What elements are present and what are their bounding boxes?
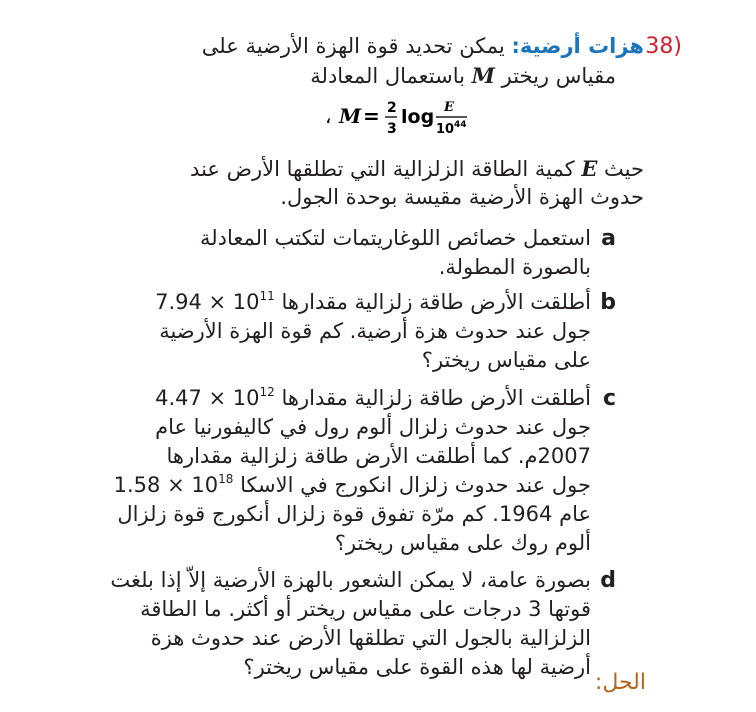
part-b-mantissa: 7.94 × — [155, 290, 227, 314]
formula-frac-num: 2 — [387, 100, 397, 116]
part-c-base-2: 10 — [191, 473, 219, 497]
variable-E: E — [581, 156, 598, 181]
part-c-line-6: ألوم روك على مقياس ريختر؟ — [334, 531, 591, 555]
part-d-line-3: الزلزالية بالجول التي تطلقها الأرض عند حدوث هزة — [150, 626, 591, 650]
where-line-2: حدوث الهزة الأرضية مقيسة بوحدة الجول. — [280, 185, 644, 209]
part-b-letter: b — [600, 290, 616, 315]
formula-lhs: M — [339, 104, 362, 128]
part-c-exponent-1: 12 — [259, 385, 275, 399]
part-b-line-3: على مقياس ريختر؟ — [421, 348, 591, 372]
variable-M: M — [471, 63, 495, 88]
part-c-text-4: جول عند حدوث زلزال انكورج في الاسكا — [240, 473, 591, 497]
where-text-1a: حيث — [604, 157, 644, 181]
intro-text-1: يمكن تحديد قوة الهزة الأرضية على — [201, 34, 505, 58]
part-a-line-2: بالصورة المطولة. — [438, 255, 591, 279]
part-c-mantissa-2: 1.58 × — [113, 473, 185, 497]
solution-label: الحل: — [594, 670, 646, 695]
part-c-line-5: عام 1964. كم مرّة تفوق قوة زلزال أنكورج قوة زلزال — [117, 502, 591, 526]
part-d-line-2: قوتها 3 درجات على مقياس ريختر أو أكثر. ما الطاقة — [140, 597, 591, 621]
part-c-text-1: أطلقت الأرض طاقة زلزالية مقدارها — [281, 386, 591, 410]
part-c-line-4 — [114, 471, 591, 500]
intro-text-2a: مقياس ريختر — [501, 64, 616, 88]
problem-intro-line-1 — [202, 32, 644, 61]
part-b-text-1: أطلقت الأرض طاقة زلزالية مقدارها — [281, 290, 591, 314]
formula-comma: ، — [325, 104, 332, 128]
part-b-line-2: جول عند حدوث هزة أرضية. كم قوة الهزة الأرضية — [159, 319, 591, 343]
part-a-letter: a — [601, 226, 616, 251]
part-c-base-1: 10 — [232, 386, 260, 410]
part-b-energy — [155, 290, 275, 314]
where-line-1 — [190, 154, 644, 184]
formula-arg-num: E — [444, 100, 454, 115]
part-d-line-1: بصورة عامة، لا يمكن الشعور بالهزة الأرضية إلاّ إذا بلغت — [110, 568, 591, 592]
part-d-line-4: أرضية لها هذه القوة على مقياس ريختر؟ — [243, 655, 591, 679]
formula-arg-den-base: 10 — [436, 122, 455, 137]
intro-text-2b: باستعمال المعادلة — [310, 64, 465, 88]
part-c-energy-2 — [114, 473, 234, 497]
part-c-letter: c — [602, 386, 616, 411]
formula-arg-den-exp: 44 — [454, 120, 467, 130]
part-c-exponent-2: 18 — [218, 472, 234, 486]
formula-frac-den: 3 — [387, 121, 397, 137]
part-c-line-2: جول عند حدوث زلزال ألوم رول في كاليفورنيا عام — [155, 415, 591, 439]
part-b-line-1 — [155, 288, 591, 317]
part-c-mantissa-1: 4.47 × — [155, 386, 227, 410]
part-c-line-3: 2007م. كما أطلقت الأرض طاقة زلزالية مقدارها — [166, 444, 591, 468]
richter-formula — [325, 96, 485, 140]
problem-intro-line-2 — [310, 61, 616, 91]
part-b-base: 10 — [232, 290, 260, 314]
formula-equals: = — [363, 104, 380, 128]
problem-title: هزات أرضية: — [511, 34, 644, 58]
problem-number: 38) — [645, 34, 682, 59]
part-a-line-1: استعمل خصائص اللوغاريتمات لتكتب المعادلة — [199, 226, 591, 250]
part-b-exponent: 11 — [259, 289, 275, 303]
part-c-energy-1 — [155, 386, 275, 410]
part-c-line-1 — [155, 384, 591, 413]
part-d-letter: d — [600, 568, 616, 593]
where-text-1b: كمية الطاقة الزلزالية التي تطلقها الأرض عند — [190, 157, 575, 181]
formula-log: log — [401, 106, 435, 128]
